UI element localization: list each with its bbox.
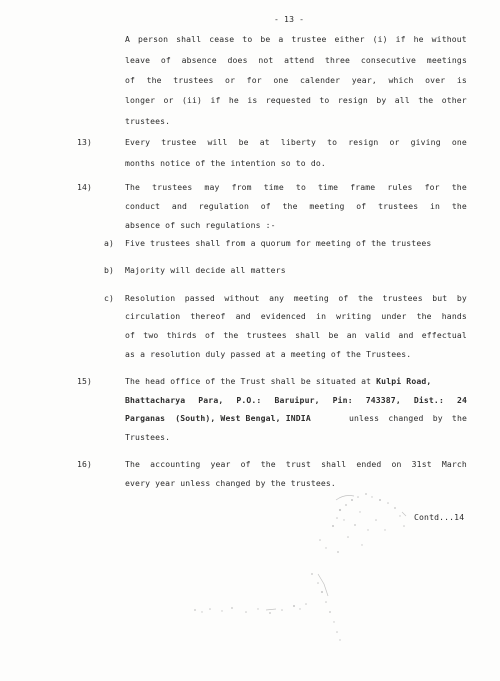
word: and: [398, 330, 414, 340]
clause-15-address-road: Kulpi Road,: [376, 376, 432, 386]
word: if: [395, 34, 406, 44]
word: calender: [299, 75, 341, 85]
clause-14-c-line-1: [125, 293, 467, 303]
word: liberty: [280, 137, 317, 147]
word: by: [432, 413, 443, 423]
word: if: [210, 95, 221, 105]
clause-14-line-3: absence of such regulations :-: [125, 220, 276, 230]
clause-13-number: 13): [77, 137, 93, 147]
word: passed: [184, 293, 215, 303]
word: conduct: [125, 201, 161, 211]
clause-14-line-2: [125, 201, 467, 211]
word: an: [346, 330, 357, 340]
word: and: [171, 201, 187, 211]
clause-14-c-line-4: as a resolution duly passed at a meeting of the Trustees.: [125, 349, 412, 359]
word: the: [357, 293, 374, 303]
word: of: [205, 330, 216, 340]
word: trustees: [382, 293, 423, 303]
word: in: [430, 201, 441, 211]
word: giving: [410, 137, 441, 147]
clause-15-line-1: [125, 376, 431, 386]
word: meetings: [426, 55, 467, 65]
clause-14-c-line-3: [125, 330, 467, 340]
word: Bhattacharya: [125, 395, 186, 405]
word: for: [246, 75, 262, 85]
word: longer: [125, 95, 156, 105]
word: other: [441, 95, 467, 105]
word: of: [338, 293, 349, 303]
intro-line-2: [125, 55, 467, 65]
clause-13-line-2: months notice of the intention so to do.: [125, 158, 326, 168]
word: or: [163, 95, 174, 105]
clause-15-line-3: [125, 413, 467, 423]
clause-15-line-4: Trustees.: [125, 432, 171, 442]
clause-16-number: 16): [77, 459, 93, 469]
word: requested: [265, 95, 311, 105]
word: trustees: [152, 182, 193, 192]
word: unless: [349, 413, 380, 423]
word: trustees: [378, 201, 419, 211]
word: Resolution: [125, 293, 176, 303]
clause-15-line-3-rest: [349, 413, 467, 423]
word: Dist.:: [413, 395, 444, 405]
word: by: [456, 293, 467, 303]
word: not: [258, 55, 274, 65]
word: the: [146, 75, 162, 85]
word: is: [247, 95, 258, 105]
word: over: [425, 75, 446, 85]
word: 743387,: [365, 395, 401, 405]
word: the: [223, 330, 239, 340]
word: writing: [336, 311, 372, 321]
word: the: [260, 459, 276, 469]
clause-14-line-1: [125, 182, 467, 192]
word: to: [295, 182, 306, 192]
clause-14-a-label: a): [104, 238, 115, 248]
word: without: [224, 293, 260, 303]
word: to: [242, 34, 253, 44]
word: is: [456, 75, 467, 85]
word: Every: [125, 137, 151, 147]
word: shall: [176, 34, 202, 44]
word: he: [413, 34, 424, 44]
clause-14-b-text: Majority will decide all matters: [125, 265, 286, 275]
page-number: - 13 -: [274, 14, 305, 24]
clause-13-line-1: [125, 137, 467, 147]
word: 31st: [411, 459, 432, 469]
word: or: [225, 75, 236, 85]
word: person: [138, 34, 169, 44]
word: meeting: [309, 201, 345, 211]
word: thereof: [190, 311, 226, 321]
word: one: [273, 75, 289, 85]
clause-15-address-region: Parganas (South), West Bengal, INDIA: [125, 413, 311, 423]
word: and: [235, 311, 251, 321]
word: the: [451, 201, 467, 211]
word: he: [228, 95, 239, 105]
word: evidenced: [260, 311, 306, 321]
word: in: [316, 311, 327, 321]
word: will: [207, 137, 228, 147]
word: of: [160, 55, 171, 65]
word: The: [125, 182, 141, 192]
word: be: [238, 137, 249, 147]
word: at: [259, 137, 270, 147]
continued-marker: Contd...14: [414, 512, 465, 522]
clause-14-b-label: b): [104, 265, 115, 275]
intro-line-3: [125, 75, 467, 85]
clause-16-line-2: every year unless changed by the trustees.: [125, 478, 336, 488]
clause-15-line-1-text: The head office of the Trust shall be situated at: [125, 376, 372, 386]
word: of: [125, 75, 136, 85]
word: trust: [285, 459, 312, 469]
word: but: [432, 293, 448, 303]
word: meeting: [293, 293, 329, 303]
word: resign: [337, 95, 368, 105]
word: or: [389, 137, 400, 147]
word: shall: [321, 459, 347, 469]
word: absence: [181, 55, 217, 65]
word: effectual: [421, 330, 467, 340]
word: 24: [456, 395, 467, 405]
clause-15-line-2: [125, 395, 467, 405]
word: accounting: [150, 459, 201, 469]
word: attend: [284, 55, 315, 65]
word: hands: [441, 311, 467, 321]
word: A: [125, 34, 131, 44]
word: trustee: [291, 34, 327, 44]
word: does: [227, 55, 248, 65]
word: time: [263, 182, 284, 192]
word: a: [278, 34, 284, 44]
word: be: [328, 330, 339, 340]
word: one: [451, 137, 467, 147]
word: without: [431, 34, 467, 44]
word: to: [319, 95, 330, 105]
word: rules: [387, 182, 413, 192]
word: from: [231, 182, 252, 192]
word: (i): [372, 34, 388, 44]
clause-14-a-text: Five trustees shall from a quorum for meeting of the trustees: [125, 238, 432, 248]
word: on: [391, 459, 402, 469]
word: valid: [365, 330, 391, 340]
word: frame: [350, 182, 376, 192]
clause-15-number: 15): [77, 376, 93, 386]
word: changed: [388, 413, 424, 423]
word: leave: [125, 55, 151, 65]
word: Baruipur,: [274, 395, 320, 405]
word: ended: [356, 459, 382, 469]
word: which: [388, 75, 414, 85]
word: consecutive: [360, 55, 417, 65]
word: regulation: [198, 201, 249, 211]
word: for: [424, 182, 440, 192]
word: of: [260, 201, 271, 211]
word: the: [416, 311, 432, 321]
clause-14-number: 14): [77, 182, 93, 192]
word: The: [125, 459, 141, 469]
word: circulation: [125, 311, 181, 321]
word: be: [260, 34, 271, 44]
word: of: [356, 201, 367, 211]
word: two: [143, 330, 159, 340]
word: any: [269, 293, 285, 303]
intro-line-1: [125, 34, 467, 44]
clause-16-line-1: [125, 459, 467, 469]
word: trustees: [246, 330, 287, 340]
word: (ii): [181, 95, 203, 105]
word: the: [282, 201, 298, 211]
word: time: [318, 182, 339, 192]
word: all: [394, 95, 410, 105]
word: three: [324, 55, 351, 65]
word: under: [381, 311, 407, 321]
word: of: [125, 330, 136, 340]
word: by: [376, 95, 387, 105]
word: P.O.:: [236, 395, 262, 405]
word: March: [441, 459, 467, 469]
word: may: [204, 182, 220, 192]
intro-line-5: trustees.: [125, 116, 171, 126]
word: either: [334, 34, 365, 44]
word: trustee: [161, 137, 197, 147]
word: Para,: [198, 395, 224, 405]
word: year: [210, 459, 231, 469]
clause-14-c-line-2: [125, 311, 467, 321]
word: year,: [351, 75, 377, 85]
intro-line-4: [125, 95, 467, 105]
word: trustees: [173, 75, 214, 85]
word: cease: [209, 34, 235, 44]
word: the: [451, 413, 467, 423]
clause-14-c-label: c): [104, 293, 115, 303]
word: Pin:: [332, 395, 353, 405]
word: of: [240, 459, 251, 469]
word: the: [451, 182, 467, 192]
word: thirds: [166, 330, 197, 340]
word: the: [418, 95, 434, 105]
word: resign: [348, 137, 379, 147]
word: to: [327, 137, 338, 147]
word: shall: [295, 330, 321, 340]
